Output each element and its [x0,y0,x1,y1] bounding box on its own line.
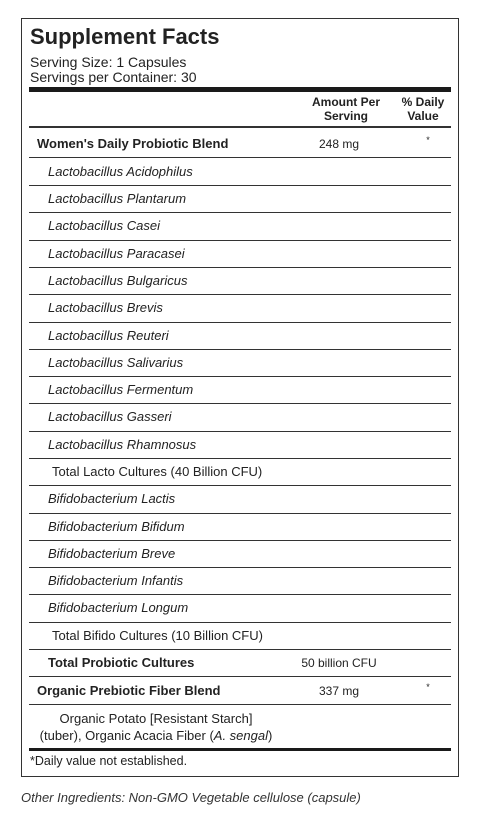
servings-per-container: Servings per Container: 30 [30,69,197,85]
row-amount: 248 mg [318,137,360,151]
table-row [29,240,451,267]
table-row [29,458,451,485]
daily-value-header [395,95,451,123]
daily-value-footnote: *Daily value not established. [30,754,188,768]
table-row [29,513,451,540]
other-ingredients: Other Ingredients: Non-GMO Vegetable cellulose (capsule) [21,790,361,805]
row-name: Bifidobacterium Breve [48,546,176,561]
row-name: Lactobacillus Paracasei [48,246,185,261]
table-row [29,677,451,704]
fiber-line-2-text: (tuber), Organic Acacia Fiber ( [39,728,214,743]
fiber-line-2 [29,727,283,744]
fiber-line-2-species: A. sengal [213,728,268,743]
row-name: Lactobacillus Acidophilus [48,164,193,179]
table-row [29,431,451,458]
table-row [29,212,451,239]
row-name: Bifidobacterium Bifidum [48,519,185,534]
table-row [29,594,451,621]
top-rule [29,87,451,92]
row-amount: 50 billion CFU [301,656,377,670]
fiber-line-2-close: ) [267,728,273,743]
row-name: Lactobacillus Fermentum [48,382,194,397]
row-name: Lactobacillus Reuteri [48,328,169,343]
row-name: Lactobacillus Brevis [48,300,163,315]
table-row [29,622,451,649]
panel-title: Supplement Facts [30,24,220,49]
row-name: Women's Daily Probiotic Blend [37,136,229,151]
table-row [29,322,451,349]
row-name: Lactobacillus Casei [48,218,161,233]
row-name: Total Lacto Cultures (40 Billion CFU) [52,464,263,479]
row-name: Total Probiotic Cultures [48,655,195,670]
amount-header-line2: Serving [323,109,368,123]
fiber-line-1: Organic Potato [Resistant Starch] [59,711,253,726]
table-row [29,267,451,294]
table-row [29,376,451,403]
dv-header-line2: Value [407,109,439,123]
row-name: Organic Prebiotic Fiber Blend [37,683,221,698]
row-daily-value: * [426,135,430,145]
row-name: Bifidobacterium Longum [48,600,189,615]
row-name: Bifidobacterium Lactis [48,491,176,506]
row-name: Lactobacillus Bulgaricus [48,273,188,288]
table-row [29,567,451,594]
supplement-facts-panel [21,18,459,777]
table-row [29,130,451,157]
table-row [29,649,451,676]
row-name: Bifidobacterium Infantis [48,573,184,588]
table-row [29,294,451,321]
row-name: Lactobacillus Plantarum [48,191,187,206]
bottom-rule [29,748,451,751]
dv-header-line1: % Daily [401,95,445,109]
row-daily-value: * [426,682,430,692]
row-name: Lactobacillus Gasseri [48,409,172,424]
amount-per-serving-header [296,95,396,123]
serving-size: Serving Size: 1 Capsules [30,54,187,70]
amount-header-line1: Amount Per [311,95,380,109]
row-name: Lactobacillus Rhamnosus [48,437,197,452]
row-name: Total Bifido Cultures (10 Billion CFU) [52,628,263,643]
table-row [29,540,451,567]
fiber-blend-ingredients [29,708,451,748]
table-row [29,403,451,430]
table-row [29,349,451,376]
row-amount: 337 mg [318,684,360,698]
header-rule [29,126,451,128]
row-name: Lactobacillus Salivarius [48,355,184,370]
table-row [29,485,451,512]
table-row [29,185,451,212]
table-row [29,158,451,185]
